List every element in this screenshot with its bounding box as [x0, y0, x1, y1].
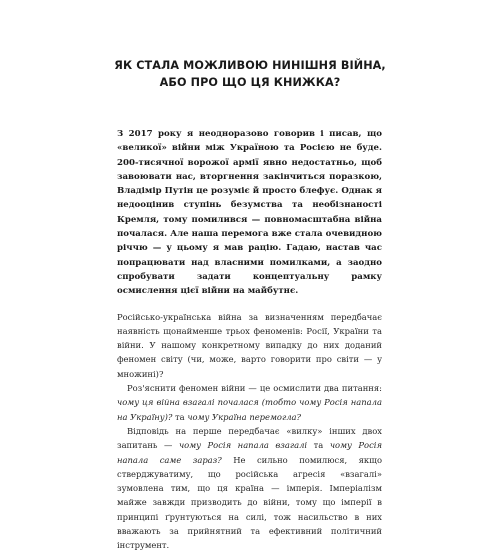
chapter-heading-line-1: ЯК СТАЛА МОЖЛИВОЮ НИНІШНЯ ВІЙНА, — [114, 59, 386, 72]
body-paragraph-2-italic-question-1: чому ця війна взагалі почалася (тобто чому Росія напала на Україну)? — [117, 397, 382, 422]
lead-paragraph: З 2017 року я неодноразово говорив і писав, що «великої» війни між Україною та Росією не буде. 200-тисячної ворожої армії явно недостатньо, щоб завоювати нас, вторгнення закінчиться поразкою, Владімір Путін це розуміє й просто блефує. Однак я недооцінив ступінь безумства та необізнаності Кремля, тому помилився — повномасштабна війна почалася. Але наша перемога вже стала очевидною річчю — у цьому я мав рацію. Гадаю, настав час попрацювати над власними помилками, а заодно спробувати задати концептуальну рамку осмислення цієї війни на майбутнє. — [117, 129, 382, 297]
body-paragraph-2-text-a: Роз'яснити феномен війни — це осмислити два питання: — [127, 383, 382, 394]
body-paragraph-3 — [117, 424, 382, 553]
body-paragraph-2-text-c: та — [172, 411, 188, 422]
body-paragraph-3-text-c: та — [307, 440, 330, 451]
body-paragraph-2 — [117, 381, 382, 424]
chapter-heading-line-2: АБО ПРО ЩО ЦЯ КНИЖКА? — [159, 76, 341, 89]
body-paragraph-2-italic-question-2: чому Україна перемогла? — [187, 411, 302, 422]
text-column — [117, 127, 382, 553]
body-paragraph-3-italic-question-1: чому Росія напала взагалі — [178, 440, 308, 451]
chapter-heading — [60, 57, 440, 91]
body-paragraph-1: Російсько-українська війна за визначенням передбачає наявність щонайменше трьох феноменів: Росії, України та війни. У нашому конкретному випадку до них доданий феномен світу (чи, може, варто говорити про світи — у множині)? — [117, 311, 382, 379]
body-text — [117, 310, 382, 553]
body-paragraph-3-text-a: Відповідь на перше передбачає «вилку» інших двох запитань — — [117, 425, 382, 451]
body-paragraph-3-italic-question-2: чому Росія напала саме зараз? — [117, 440, 382, 465]
body-paragraph-3-text-e: Не сильно помилюся, якщо стверджуватиму, що російська агресія «взагалі» зумовлена тим, що ця країна — імперія. Імперіалізм майже завжди призводить до війни, тому що імперії в принципі ґрунтуються на силі, тож насильство в них вважають за прийнятний та ефективний політичний інструмент. — [117, 454, 382, 551]
